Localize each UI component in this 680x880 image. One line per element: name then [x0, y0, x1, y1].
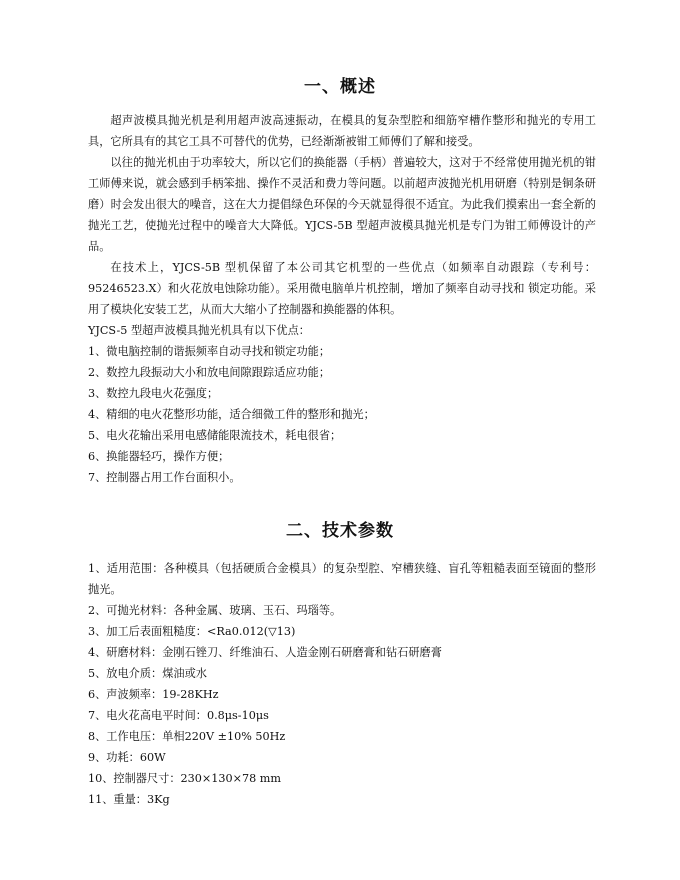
- advantage-item: 5、电火花输出采用电感储能限流技术，耗电很省；: [88, 429, 342, 442]
- spec-item-materials: 2、可抛光材料：各种金属、玻璃、玉石、玛瑙等。: [88, 604, 342, 617]
- spec-item-roughness: 3、加工后表面粗糙度：<Ra0.012(▽13): [88, 625, 296, 638]
- advantage-item: 4、精细的电火花整形功能，适合细微工件的整形和抛光；: [88, 408, 375, 421]
- advantage-item: 6、换能器轻巧，操作方便；: [88, 450, 230, 463]
- overview-paragraph-1: 超声波模具抛光机是利用超声波高速振动，在模具的复杂型腔和细筋窄槽作整形和抛光的专用工具，它所具有的其它工具不可替代的优势，已经渐渐被钳工师傅们了解和接受。: [88, 114, 596, 148]
- specs-section: [88, 558, 596, 810]
- spec-item-frequency: 6、声波频率：19-28KHz: [88, 688, 219, 701]
- spec-item-weight: 11、重量：3Kg: [88, 793, 170, 806]
- advantage-item: 3、数控九段电火花强度；: [88, 387, 219, 400]
- overview-paragraph-2: 以往的抛光机由于功率较大，所以它们的换能器（手柄）普遍较大，这对于不经常使用抛光机的钳工师傅来说，就会感到手柄笨拙、操作不灵活和费力等问题。以前超声波抛光机用研磨（特别是铜条研磨）时会发出很大的噪音，这在大力提倡绿色环保的今天就显得很不适宜。为此我们摸索出一套全新的抛光工艺，使抛光过程中的噪音大大降低。YJCS-5B 型超声波模具抛光机是专门为钳工师傅设计的产品。: [88, 156, 596, 253]
- spec-item-spark-time: 7、电火花高电平时间：0.8μs-10μs: [88, 709, 269, 722]
- advantage-item: 2、数控九段振动大小和放电间隙跟踪适应功能；: [88, 366, 331, 379]
- spec-item-power: 9、功耗：60W: [88, 751, 166, 764]
- section-title-specs: 二、技术参数: [286, 521, 394, 541]
- spec-item-medium: 5、放电介质：煤油或水: [88, 667, 207, 680]
- spec-item-voltage: 8、工作电压：单相220V ±10% 50Hz: [88, 730, 286, 743]
- section-title-overview: 一、概述: [304, 77, 376, 97]
- advantage-item: 1、微电脑控制的谐振频率自动寻找和锁定功能；: [88, 345, 331, 358]
- spec-item-scope: 1、适用范围：各种模具（包括硬质合金模具）的复杂型腔、窄槽狭缝、盲孔等粗糙表面至镜面的整形抛光。: [88, 562, 596, 596]
- advantages-intro: YJCS-5 型超声波模具抛光机具有以下优点：: [88, 324, 310, 337]
- spec-item-dimensions: 10、控制器尺寸：230×130×78 mm: [88, 772, 282, 785]
- advantage-item: 7、控制器占用工作台面积小。: [88, 471, 241, 484]
- overview-section: [88, 110, 596, 488]
- spec-item-abrasives: 4、研磨材料：金刚石锉刀、纤维油石、人造金刚石研磨膏和钻石研磨膏: [88, 646, 442, 659]
- overview-paragraph-3: 在技术上，YJCS-5B 型机保留了本公司其它机型的一些优点（如频率自动跟踪（专利号：95246523.X）和火花放电蚀除功能）。采用微电脑单片机控制，增加了频率自动寻找和 锁定功能。采用了模块化安装工艺，从而大大缩小了控制器和换能器的体积。: [88, 261, 596, 316]
